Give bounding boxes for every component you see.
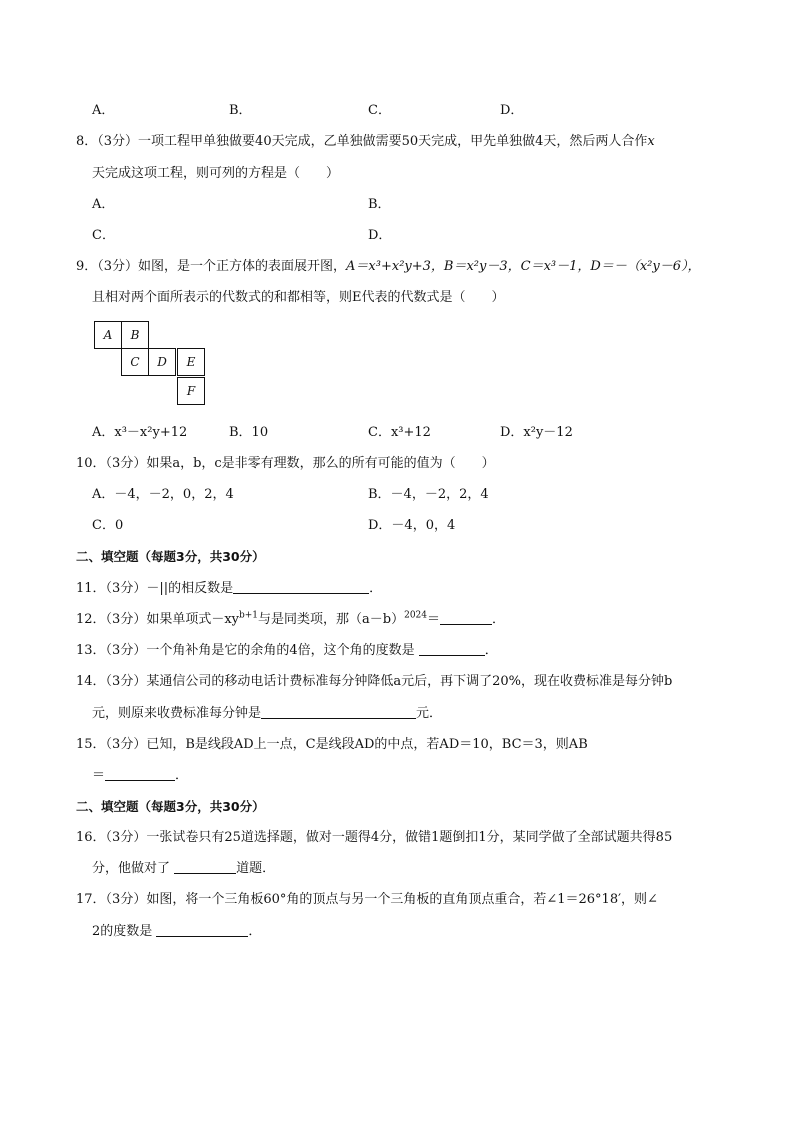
q8-option-b: B． <box>368 197 391 212</box>
q15-line2 <box>92 768 188 784</box>
q7-option-c: C． <box>368 103 391 118</box>
q14-end: 元． <box>416 706 443 721</box>
q12-text-a: 12．（3分）如果单项式－xy <box>76 612 239 627</box>
q8-option-a: A． <box>92 197 115 212</box>
q8-line2: 天完成这项工程，则可列的方程是（ ） <box>92 166 340 181</box>
q12-text-c: ＝ <box>427 612 441 627</box>
q17-line1: 17．（3分）如图，将一个三角板60°角的顶点与另一个三角板的直角顶点重合，若∠1＝26°18′，则∠ <box>76 892 658 907</box>
q12-answer-blank[interactable] <box>440 612 492 625</box>
q13-answer-blank[interactable] <box>419 643 485 656</box>
q9-option-a: A．x³－x²y+12 <box>92 425 188 440</box>
net-face-e: E <box>177 348 205 376</box>
q11-answer-blank[interactable] <box>233 581 369 594</box>
q17-line2 <box>92 924 261 940</box>
q17-end: ． <box>248 924 262 939</box>
q13-text: 13．（3分）一个角补角是它的余角的4倍，这个角的度数是 <box>76 643 415 658</box>
q9-line2: 且相对两个面所表示的代数式的和都相等，则E代表的代数式是（ ） <box>92 290 505 305</box>
q14-text: 元，则原来收费标准每分钟是 <box>92 706 262 721</box>
q8-text: 8．（3分）一项工程甲单独做要40天完成，乙单独做需要50天完成，甲先单独做4天，然后两人合作 <box>76 134 648 149</box>
q17-answer-blank[interactable] <box>156 924 248 937</box>
q16-line1: 16．（3分）一张试卷只有25道选择题，做对一题得4分，做错1题倒扣1分，某同学做了全部试题共得85 <box>76 830 673 845</box>
q9-expr: A＝x³+x²y+3，B＝x²y－3，C＝x³－1，D＝－（x²y－6）， <box>346 259 701 274</box>
q16-answer-blank[interactable] <box>174 861 236 874</box>
q8-var: x <box>647 134 655 149</box>
net-face-c: C <box>121 348 149 376</box>
section-heading-fill-in: 二、填空题（每题3分，共30分） <box>76 549 265 564</box>
q12-text-b: 与是同类项，那（a－b） <box>258 612 405 627</box>
q10-option-a: A．－4，－2，0，2，4 <box>92 487 234 502</box>
net-face-f: F <box>177 377 205 405</box>
q7-option-a: A． <box>92 103 115 118</box>
q15-end: ． <box>175 768 189 783</box>
q12-exponent: b+1 <box>239 610 259 621</box>
q10-option-d: D．－4，0，4 <box>368 518 456 533</box>
q15-line1: 15．（3分）已知，B是线段AD上一点，C是线段AD的中点，若AD＝10，BC＝3，则AB <box>76 737 588 752</box>
q10-option-c: C．0 <box>92 518 124 533</box>
q10-option-b: B．－4，－2，2，4 <box>368 487 489 502</box>
q11-end: ． <box>369 581 383 596</box>
q15-text: ＝ <box>92 768 106 783</box>
q17-text: 2的度数是 <box>92 924 153 939</box>
q12-exponent-2024: 2024 <box>404 610 428 621</box>
q12 <box>76 612 505 628</box>
q8-option-d: D． <box>368 228 392 243</box>
q11 <box>76 581 382 597</box>
net-face-d: D <box>148 348 176 376</box>
q14-line2 <box>92 706 442 722</box>
q7-option-d: D． <box>500 103 524 118</box>
q9-line1 <box>76 259 700 275</box>
section-heading-fill-in-2: 二、填空题（每题3分，共30分） <box>76 799 265 814</box>
q9-prefix: 9．（3分）如图，是一个正方体的表面展开图， <box>76 259 347 274</box>
q14-answer-blank[interactable] <box>261 706 416 719</box>
q9-option-c: C．x³+12 <box>368 425 431 440</box>
q8-option-c: C． <box>92 228 115 243</box>
q16-text: 分，他做对了 <box>92 861 171 876</box>
net-face-a: A <box>94 321 122 349</box>
q9-option-d: D．x²y－12 <box>500 425 573 440</box>
q14-line1: 14．（3分）某通信公司的移动电话计费标准每分钟降低a元后，再下调了20%，现在收费标准是每分钟b <box>76 674 673 689</box>
q7-option-b: B． <box>229 103 252 118</box>
net-face-b: B <box>121 321 149 349</box>
q13 <box>76 643 498 659</box>
q11-text: 11．（3分）－||的相反数是 <box>76 581 234 596</box>
q10-stem: 10．（3分）如果a，b，c是非零有理数，那么的所有可能的值为（ ） <box>76 456 495 471</box>
q13-end: ． <box>484 643 498 658</box>
q9-option-b: B．10 <box>229 425 269 440</box>
q16-end: 道题． <box>236 861 276 876</box>
q8-line1 <box>76 134 655 150</box>
q16-line2 <box>92 861 275 877</box>
q12-end: ． <box>492 612 506 627</box>
q15-answer-blank[interactable] <box>105 768 175 781</box>
